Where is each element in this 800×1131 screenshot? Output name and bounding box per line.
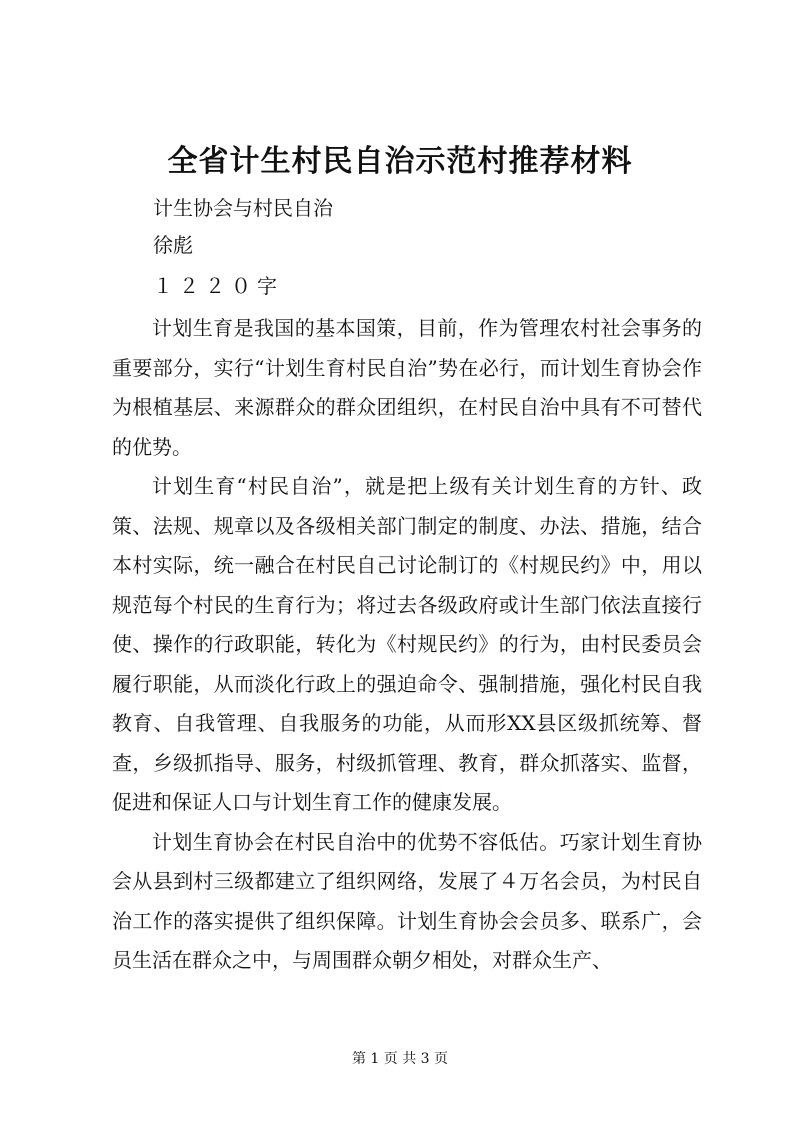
- document-body: [112, 309, 702, 981]
- body-paragraph: 计划生育是我国的基本国策，目前，作为管理农村社会事务的重要部分，实行“计划生育村民自治”势在必行，而计划生育协会作为根植基层、来源群众的群众团组织，在村民自治中具有不可替代的优势。: [112, 316, 702, 459]
- body-paragraph: 计划生育协会在村民自治中的优势不容低估。巧家计划生育协会从县到村三级都建立了组织网络，发展了４万名会员，为村民自治工作的落实提供了组织保障。计划生育协会会员多、联系广，会员生活在群众之中，与周围群众朝夕相处，对群众生产、: [112, 829, 702, 972]
- document-subtitle: 计生协会与村民自治: [153, 196, 333, 220]
- word-count: １２２０字: [153, 274, 283, 298]
- document-title: 全省计生村民自治示范村推荐材料: [167, 144, 633, 179]
- page-footer: 第 1 页 共 3 页: [351, 1051, 449, 1067]
- document-author: 徐彪: [153, 233, 193, 257]
- body-paragraph: 计划生育“村民自治”，就是把上级有关计划生育的方针、政策、法规、规章以及各级相关部门制定的制度、办法、措施，结合本村实际，统一融合在村民自己讨论制订的《村规民约》中，用以规范每个村民的生育行为；将过去各级政府或计生部门依法直接行使、操作的行政职能，转化为《村规民约》的行为，由村民委员会履行职能，从而淡化行政上的强迫命令、强制措施，强化村民自我教育、自我管理、自我服务的功能，从而形XX县区级抓统筹、督查，乡级抓指导、服务，村级抓管理、教育，群众抓落实、监督，促进和保证人口与计划生育工作的健康发展。: [112, 474, 702, 814]
